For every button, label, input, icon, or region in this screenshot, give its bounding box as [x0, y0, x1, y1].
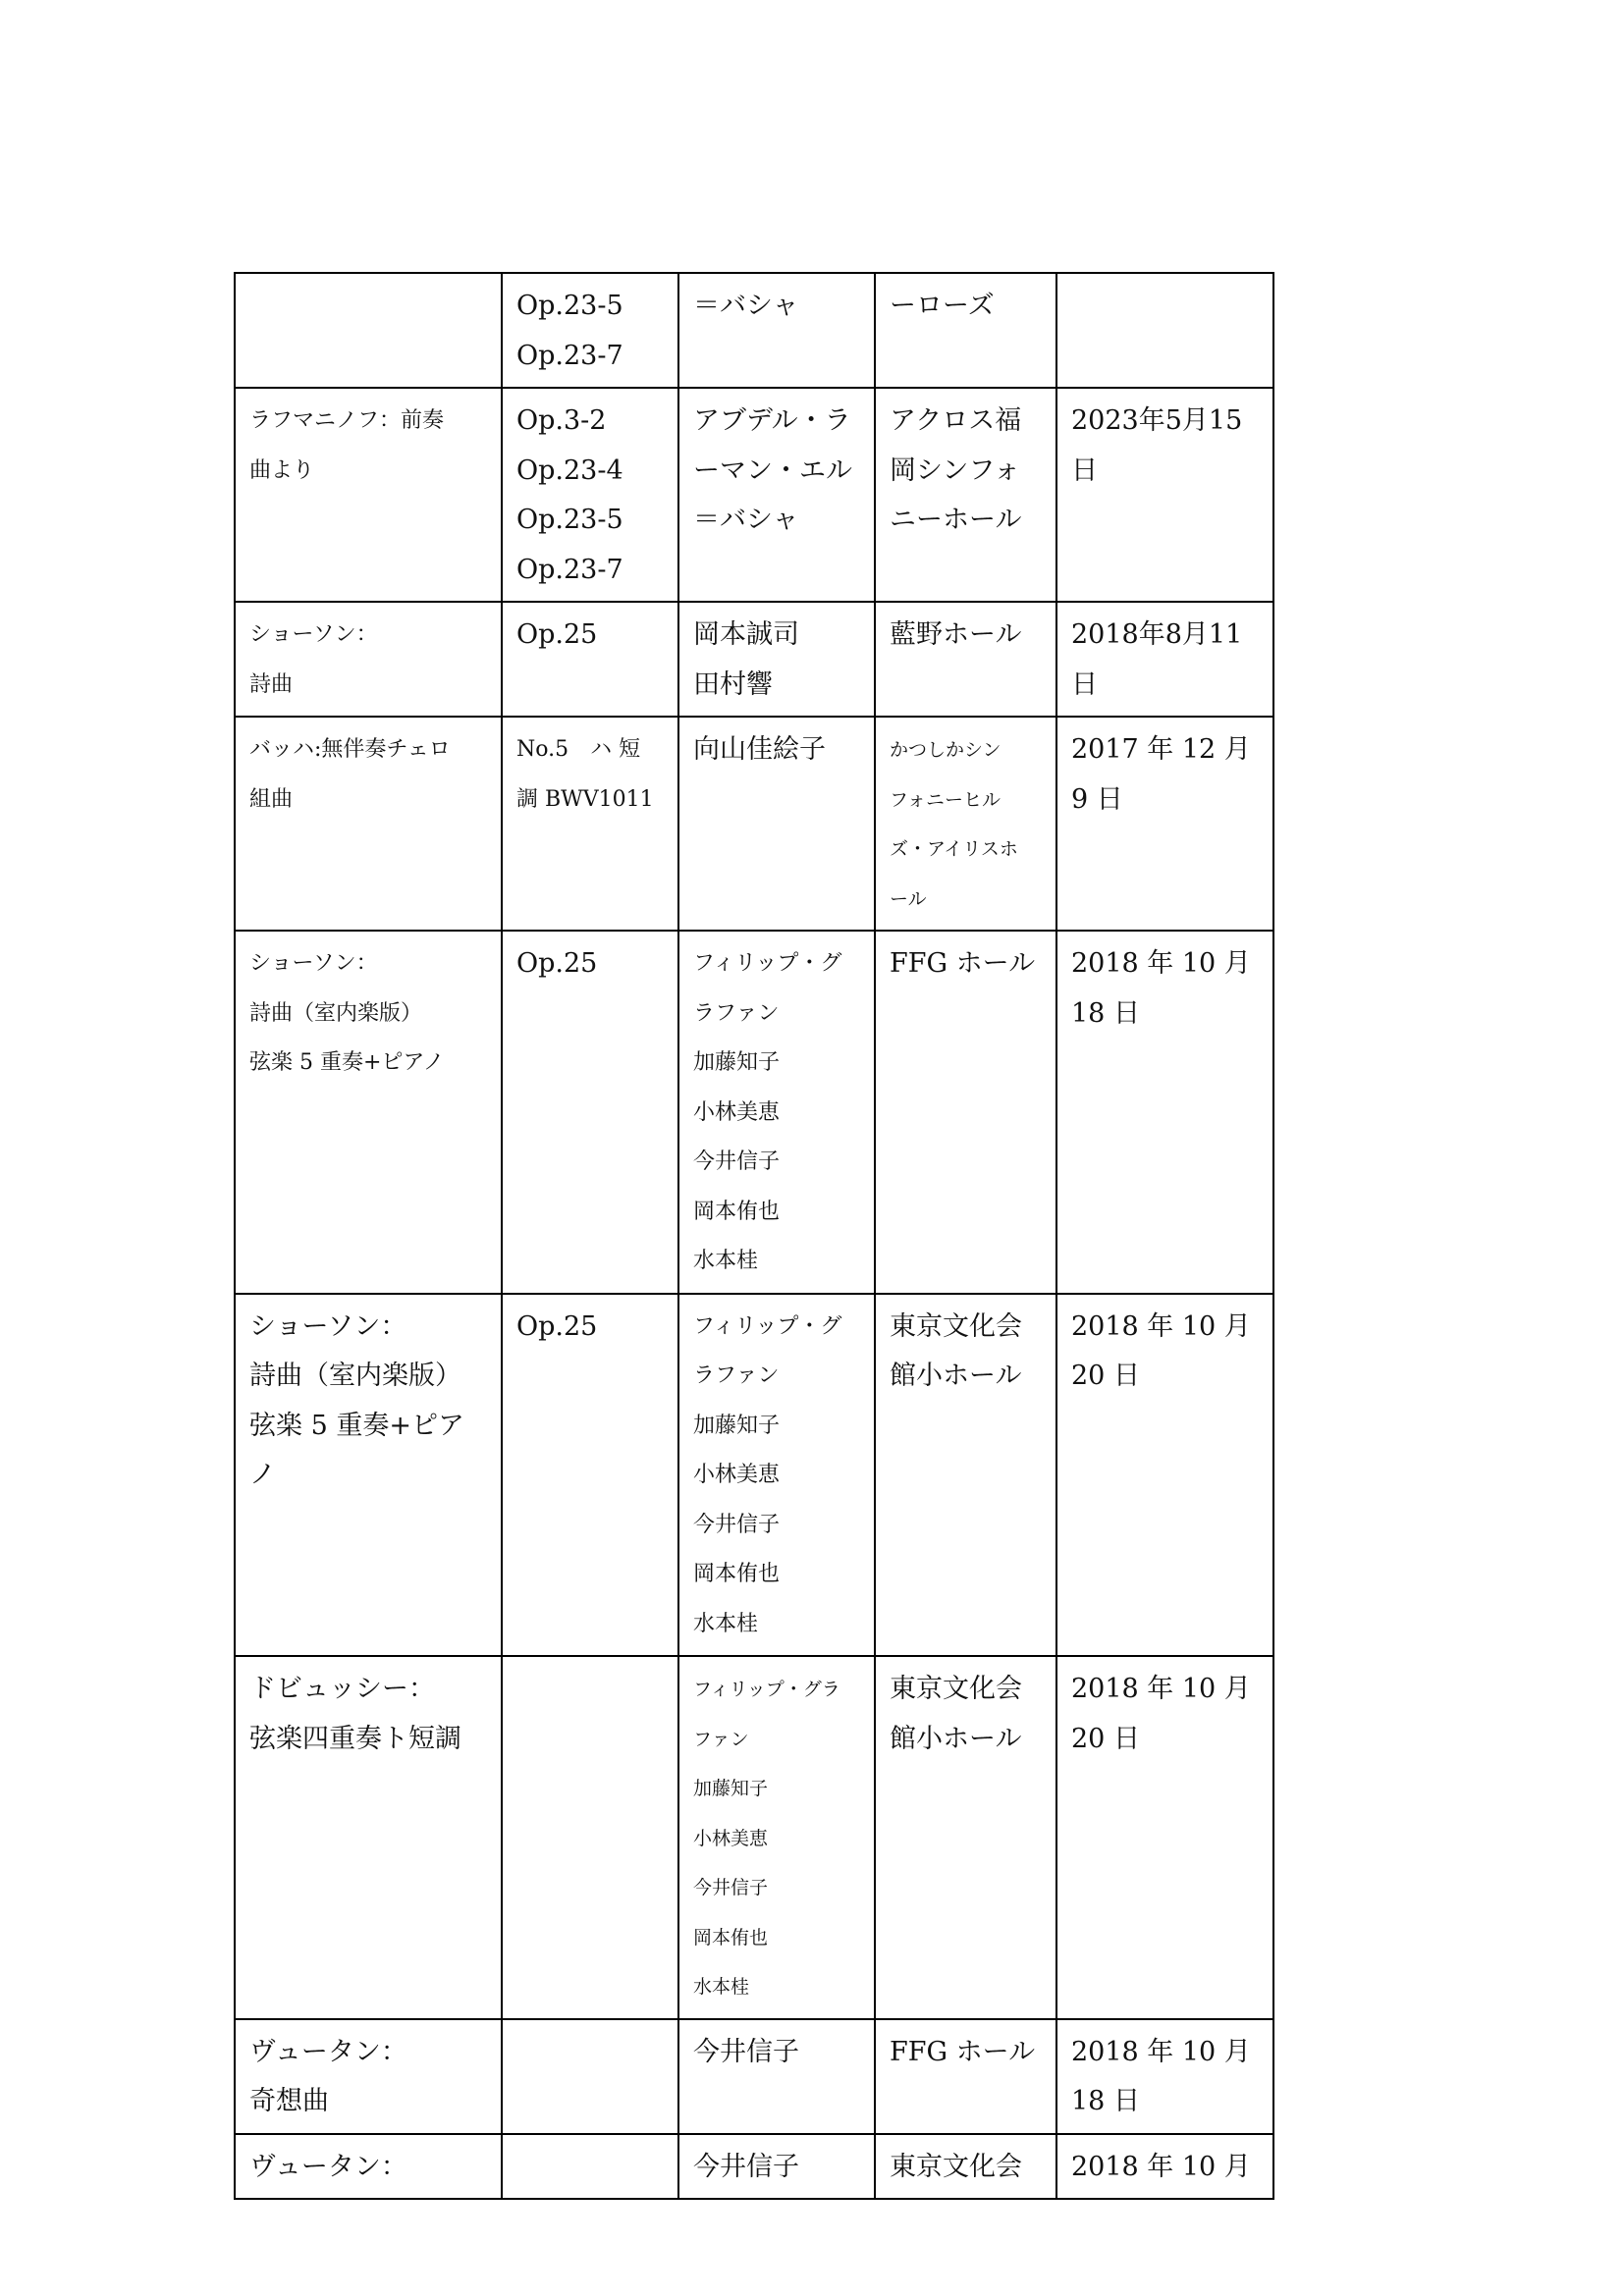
cell-line: 水本桂	[693, 1976, 750, 1998]
table-row	[235, 931, 1273, 1294]
cell-line: ＝バシャ	[693, 505, 799, 535]
cell-venue	[875, 388, 1056, 602]
cell-line: No.5 ハ 短	[516, 737, 641, 762]
cell-line: フィリップ・グラ	[693, 1679, 840, 1700]
table-row	[235, 2019, 1273, 2134]
cell-line: ラファン	[693, 1363, 780, 1388]
cell-line: 調 BWV1011	[516, 786, 654, 812]
cell-line: 詩曲	[249, 671, 294, 697]
cell-work	[235, 717, 502, 931]
cell-line: 日	[1071, 668, 1098, 700]
cell-performers	[678, 388, 875, 602]
cell-line: 加藤知子	[693, 1413, 781, 1438]
cell-performers	[678, 602, 875, 717]
cell-work	[235, 2019, 502, 2134]
cell-line: 奇想曲	[249, 2086, 329, 2116]
cell-line: ラフマニノフ：前奏	[249, 408, 445, 433]
cell-line: ヴュータン：	[249, 2036, 407, 2067]
cell-date	[1056, 1656, 1273, 2019]
cell-line: Op.23-7	[516, 340, 623, 371]
cell-date	[1056, 2019, 1273, 2134]
cell-line: 館小ホール	[890, 1723, 1022, 1754]
cell-line: 弦楽 5 重奏+ピアノ	[249, 1050, 445, 1075]
cell-line: ファン	[693, 1728, 749, 1750]
cell-line: 今井信子	[693, 2151, 799, 2182]
cell-performers	[678, 273, 875, 388]
cell-line: フィリップ・グ	[693, 951, 842, 976]
cell-venue	[875, 931, 1056, 1294]
cell-work	[235, 1294, 502, 1657]
cell-work	[235, 2134, 502, 2200]
cell-venue	[875, 2019, 1056, 2134]
cell-line: 岡本誠司	[693, 619, 799, 650]
cell-opus	[502, 388, 678, 602]
cell-line: 田村響	[693, 668, 773, 700]
table-row	[235, 1294, 1273, 1657]
cell-line: 東京文化会	[890, 1310, 1022, 1342]
cell-line: 2018年8月11	[1071, 619, 1243, 650]
cell-performers	[678, 1294, 875, 1657]
cell-opus	[502, 931, 678, 1294]
cell-line: 藍野ホール	[890, 619, 1022, 650]
cell-line: 東京文化会	[890, 1674, 1022, 1704]
cell-line: FFG ホール	[890, 2036, 1036, 2067]
cell-date	[1056, 388, 1273, 602]
cell-line: Op.23-4	[516, 454, 623, 486]
cell-line: 小林美恵	[693, 1463, 781, 1487]
cell-line: 詩曲（室内楽版）	[249, 1361, 461, 1391]
cell-line: 20 日	[1071, 1361, 1140, 1391]
cell-opus	[502, 2134, 678, 2200]
cell-venue	[875, 717, 1056, 931]
cell-line: ニーホール	[890, 505, 1022, 535]
cell-performers	[678, 1656, 875, 2019]
cell-work	[235, 931, 502, 1294]
cell-line: 水本桂	[693, 1249, 759, 1273]
cell-line: 岡本侑也	[693, 1562, 781, 1586]
cell-line: Op.25	[516, 619, 598, 650]
cell-venue	[875, 273, 1056, 388]
cell-line: ーマン・エル	[693, 454, 852, 486]
cell-line: 20 日	[1071, 1723, 1140, 1754]
cell-opus	[502, 2019, 678, 2134]
cell-line: ール	[890, 887, 927, 910]
cell-line: ドビュッシー：	[249, 1674, 435, 1704]
cell-line: 9 日	[1071, 783, 1123, 815]
cell-line: 岡本侑也	[693, 1199, 781, 1224]
cell-line: Op.25	[516, 948, 598, 979]
cell-line: バッハ:無伴奏チェロ	[249, 737, 451, 762]
cell-line: Op.3-2	[516, 405, 607, 436]
cell-line: 小林美恵	[693, 1827, 769, 1849]
cell-line: 2018 年 10 月	[1071, 2036, 1251, 2067]
cell-date	[1056, 273, 1273, 388]
cell-line: 加藤知子	[693, 1778, 769, 1799]
cell-line: ーローズ	[890, 291, 995, 321]
table-row	[235, 2134, 1273, 2200]
cell-line: かつしかシン	[890, 739, 1001, 761]
cell-line: ショーソン：	[249, 622, 378, 647]
cell-line: 組曲	[249, 786, 294, 812]
cell-line: 今井信子	[693, 1877, 769, 1898]
cell-venue	[875, 2134, 1056, 2200]
cell-date	[1056, 931, 1273, 1294]
cell-line: 今井信子	[693, 1149, 781, 1174]
cell-line: 岡シンフォ	[890, 454, 1020, 486]
cell-line: 岡本侑也	[693, 1926, 769, 1949]
table-row	[235, 273, 1273, 388]
cell-line: Op.23-7	[516, 554, 623, 585]
cell-line: 2018 年 10 月	[1071, 1674, 1251, 1704]
table-row	[235, 717, 1273, 931]
cell-line: 館小ホール	[890, 1361, 1022, 1391]
cell-line: Op.23-5	[516, 291, 623, 321]
cell-line: 小林美恵	[693, 1099, 781, 1125]
cell-line: 弦楽四重奏ト短調	[249, 1723, 461, 1754]
cell-date	[1056, 602, 1273, 717]
cell-venue	[875, 602, 1056, 717]
cell-line: 水本桂	[693, 1611, 759, 1636]
cell-date	[1056, 2134, 1273, 2200]
cell-opus	[502, 602, 678, 717]
cell-work	[235, 1656, 502, 2019]
cell-line: Op.23-5	[516, 505, 623, 535]
cell-performers	[678, 2134, 875, 2200]
cell-line: 2023年5月15	[1071, 405, 1243, 436]
cell-performers	[678, 717, 875, 931]
cell-line: 向山佳絵子	[693, 734, 826, 765]
cell-line: ラファン	[693, 1000, 780, 1026]
cell-line: ノ	[249, 1460, 276, 1490]
cell-opus	[502, 717, 678, 931]
cell-line: 2018 年 10 月	[1071, 1310, 1251, 1342]
cell-line: ショーソン：	[249, 1310, 407, 1342]
cell-line: 2018 年 10 月	[1071, 2151, 1251, 2182]
cell-line: ＝バシャ	[693, 291, 799, 321]
cell-date	[1056, 717, 1273, 931]
cell-performers	[678, 2019, 875, 2134]
cell-line: ショーソン：	[249, 951, 378, 976]
cell-opus	[502, 273, 678, 388]
cell-opus	[502, 1656, 678, 2019]
cell-line: 詩曲（室内楽版）	[249, 1000, 423, 1026]
cell-line: 2017 年 12 月	[1071, 734, 1251, 765]
cell-line: アクロス福	[890, 405, 1022, 436]
cell-work	[235, 602, 502, 717]
cell-line: 弦楽 5 重奏+ピア	[249, 1410, 464, 1441]
cell-line: 東京文化会	[890, 2151, 1022, 2182]
cell-line: 今井信子	[693, 1512, 781, 1537]
cell-work	[235, 388, 502, 602]
cell-line: ズ・アイリスホ	[890, 838, 1018, 860]
cell-line: FFG ホール	[890, 948, 1036, 979]
table-row	[235, 602, 1273, 717]
cell-opus	[502, 1294, 678, 1657]
cell-line: Op.25	[516, 1310, 598, 1342]
cell-date	[1056, 1294, 1273, 1657]
cell-line: 今井信子	[693, 2036, 799, 2067]
cell-line: フィリップ・グ	[693, 1313, 842, 1339]
cell-line: 18 日	[1071, 2086, 1140, 2116]
cell-line: アブデル・ラ	[693, 405, 851, 436]
cell-line: 2018 年 10 月	[1071, 948, 1251, 979]
cell-line: フォニーヒル	[890, 788, 1001, 811]
cell-venue	[875, 1294, 1056, 1657]
cell-venue	[875, 1656, 1056, 2019]
cell-work	[235, 273, 502, 388]
table-row	[235, 1656, 1273, 2019]
cell-line: 18 日	[1071, 997, 1140, 1029]
concert-table	[234, 272, 1274, 2200]
table-row	[235, 388, 1273, 602]
cell-line: 曲より	[249, 457, 315, 483]
cell-performers	[678, 931, 875, 1294]
cell-line: 加藤知子	[693, 1050, 781, 1075]
cell-line: ヴュータン：	[249, 2151, 407, 2182]
cell-line: 日	[1071, 454, 1098, 486]
